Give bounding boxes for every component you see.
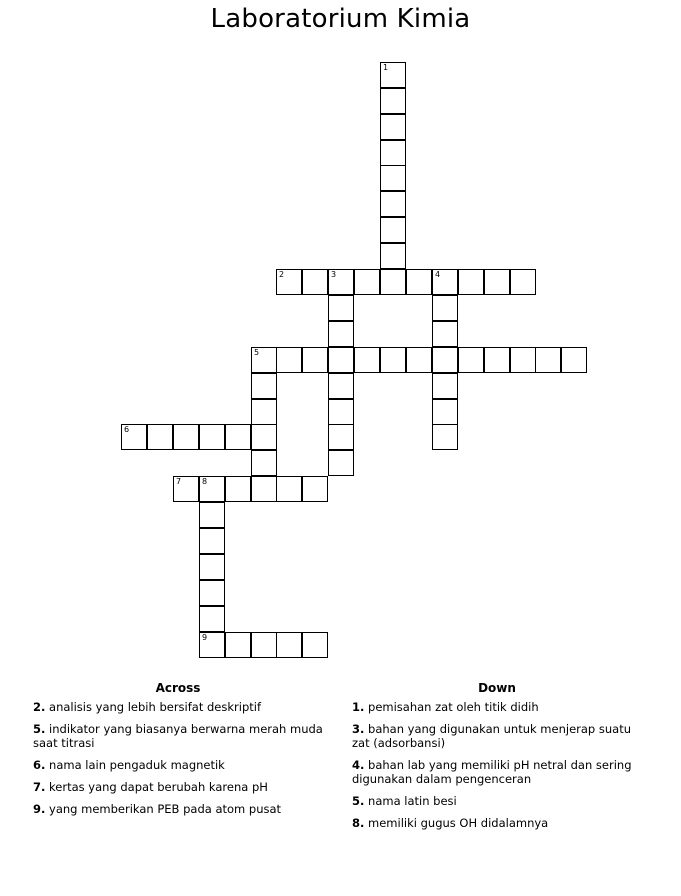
crossword-cell[interactable]	[380, 88, 406, 114]
clue-number: 6.	[33, 758, 46, 772]
clue-text: bahan lab yang memiliki pH netral dan sering digunakan dalam pengenceran	[352, 758, 632, 786]
crossword-cell[interactable]	[458, 269, 484, 295]
crossword-cell[interactable]	[406, 347, 432, 373]
clue-text: nama latin besi	[368, 794, 457, 808]
across-clues	[33, 681, 323, 824]
clue-number-label: 6	[124, 425, 130, 434]
crossword-cell[interactable]	[432, 424, 458, 450]
crossword-cell[interactable]	[276, 269, 302, 295]
crossword-cell[interactable]	[432, 295, 458, 321]
crossword-cell[interactable]	[380, 114, 406, 140]
down-heading: Down	[478, 681, 516, 695]
crossword-cell[interactable]	[225, 632, 251, 658]
crossword-cell[interactable]	[199, 554, 225, 580]
crossword-cell[interactable]	[302, 476, 328, 502]
crossword-cell[interactable]	[328, 295, 354, 321]
clue-number-label: 4	[435, 270, 441, 279]
page-title: Laboratorium Kimia	[210, 4, 471, 34]
crossword-cell[interactable]	[432, 347, 458, 373]
crossword-cell[interactable]	[510, 347, 536, 373]
clue-text: pemisahan zat oleh titik didih	[368, 700, 539, 714]
clue-number: 8.	[352, 816, 365, 830]
crossword-cell[interactable]	[432, 373, 458, 399]
clue-number-label: 2	[279, 270, 285, 279]
crossword-cell[interactable]	[251, 424, 277, 450]
clue-number-label: 7	[176, 477, 182, 486]
clue-text: analisis yang lebih bersifat deskriptif	[49, 700, 261, 714]
clue-number: 7.	[33, 780, 46, 794]
clue-text: kertas yang dapat berubah karena pH	[49, 780, 268, 794]
crossword-cell[interactable]	[354, 347, 380, 373]
crossword-cell[interactable]	[302, 632, 328, 658]
clue-number-label: 5	[254, 348, 260, 357]
crossword-cell[interactable]	[276, 347, 302, 373]
crossword-cell[interactable]	[147, 424, 173, 450]
crossword-cell[interactable]	[535, 347, 561, 373]
crossword-cell[interactable]	[173, 476, 199, 502]
across-clue	[33, 700, 323, 714]
crossword-cell[interactable]	[380, 191, 406, 217]
crossword-cell[interactable]	[251, 399, 277, 425]
crossword-cell[interactable]	[484, 347, 510, 373]
clue-number: 5.	[33, 722, 46, 736]
crossword-cell[interactable]	[251, 450, 277, 476]
crossword-cell[interactable]	[380, 347, 406, 373]
crossword-cell[interactable]	[328, 321, 354, 347]
clue-number: 4.	[352, 758, 365, 772]
clue-number: 9.	[33, 802, 46, 816]
crossword-cell[interactable]	[251, 632, 277, 658]
crossword-cell[interactable]	[432, 399, 458, 425]
down-clue	[352, 758, 642, 786]
crossword-cell[interactable]	[380, 165, 406, 191]
clue-text: yang memberikan PEB pada atom pusat	[49, 802, 282, 816]
crossword-cell[interactable]	[121, 424, 147, 450]
across-heading: Across	[155, 681, 201, 695]
crossword-cell[interactable]	[380, 140, 406, 166]
crossword-cell[interactable]	[276, 632, 302, 658]
clue-number-label: 8	[202, 477, 208, 486]
crossword-cell[interactable]	[380, 62, 406, 88]
crossword-cell[interactable]	[328, 450, 354, 476]
clue-number-label: 9	[202, 633, 208, 642]
clue-number: 3.	[352, 722, 365, 736]
crossword-cell[interactable]	[328, 424, 354, 450]
crossword-cell[interactable]	[302, 269, 328, 295]
crossword-cell[interactable]	[328, 347, 354, 373]
across-clue	[33, 802, 323, 816]
clue-text: bahan yang digunakan untuk menjerap suatu zat (adsorbansi)	[352, 722, 632, 750]
crossword-cell[interactable]	[458, 347, 484, 373]
crossword-cell[interactable]	[251, 476, 277, 502]
crossword-cell[interactable]	[225, 476, 251, 502]
crossword-cell[interactable]	[199, 528, 225, 554]
crossword-cell[interactable]	[432, 269, 458, 295]
down-clue	[352, 794, 642, 808]
crossword-cell[interactable]	[199, 580, 225, 606]
crossword-cell[interactable]	[251, 347, 277, 373]
down-clue	[352, 700, 642, 714]
crossword-cell[interactable]	[173, 424, 199, 450]
crossword-cell[interactable]	[225, 424, 251, 450]
crossword-cell[interactable]	[328, 269, 354, 295]
crossword-cell[interactable]	[561, 347, 587, 373]
crossword-cell[interactable]	[354, 269, 380, 295]
crossword-cell[interactable]	[199, 424, 225, 450]
clue-number: 1.	[352, 700, 365, 714]
across-clue	[33, 780, 323, 794]
crossword-cell[interactable]	[380, 269, 406, 295]
down-clue	[352, 722, 642, 750]
crossword-cell[interactable]	[199, 632, 225, 658]
clue-number: 5.	[352, 794, 365, 808]
crossword-cell[interactable]	[380, 243, 406, 269]
down-clues	[352, 681, 642, 838]
crossword-cell[interactable]	[484, 269, 510, 295]
crossword-cell[interactable]	[328, 399, 354, 425]
crossword-cell[interactable]	[199, 476, 225, 502]
crossword-cell[interactable]	[328, 373, 354, 399]
down-clue	[352, 816, 642, 830]
clue-number-label: 1	[383, 63, 389, 72]
crossword-cell[interactable]	[302, 347, 328, 373]
clue-text: memiliki gugus OH didalamnya	[368, 816, 549, 830]
crossword-cell[interactable]	[199, 606, 225, 632]
crossword-cell[interactable]	[406, 269, 432, 295]
crossword-cell[interactable]	[380, 217, 406, 243]
crossword-cell[interactable]	[510, 269, 536, 295]
clue-number-label: 3	[331, 270, 337, 279]
clue-text: indikator yang biasanya berwarna merah muda saat titrasi	[33, 722, 323, 750]
clue-text: nama lain pengaduk magnetik	[49, 758, 225, 772]
crossword-cell[interactable]	[432, 321, 458, 347]
across-clue	[33, 758, 323, 772]
crossword-cell[interactable]	[251, 373, 277, 399]
crossword-cell[interactable]	[276, 476, 302, 502]
crossword-cell[interactable]	[199, 502, 225, 528]
across-clue	[33, 722, 323, 750]
clue-number: 2.	[33, 700, 46, 714]
